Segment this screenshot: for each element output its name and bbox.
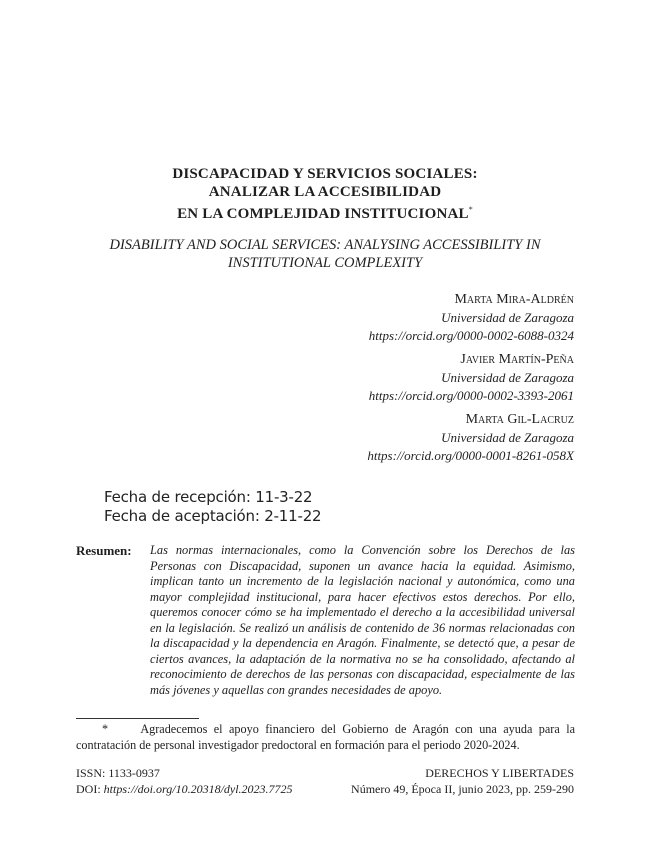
- subtitle-line-1: DISABILITY AND SOCIAL SERVICES: ANALYSING ACCESSIBILITY IN: [109, 237, 541, 253]
- author-orcid-link[interactable]: https://orcid.org/0000-0001-8261-058X: [367, 448, 574, 463]
- abstract-label: Resumen:: [76, 543, 132, 558]
- author-block-3: [367, 411, 574, 465]
- title-line-3: [0, 201, 650, 223]
- doi-label: DOI:: [76, 782, 104, 796]
- title-line-2: ANALIZAR LA ACCESIBILIDAD: [208, 184, 442, 200]
- footnote: [76, 722, 575, 753]
- footnote-mark: *: [102, 722, 109, 736]
- doi-line: [76, 781, 293, 797]
- author-block-1: [369, 291, 574, 345]
- author-name: Marta Mira-Aldrén: [454, 292, 574, 307]
- footnote-text: Agradecemos el apoyo financiero del Gobierno de Aragón con una ayuda para la contratación de personal investigador predoctoral en formación para el periodo 2020-2024.: [76, 722, 576, 752]
- accepted-date: Fecha de aceptación: 2-11-22: [104, 507, 322, 525]
- author-name: Javier Martín-Peña: [460, 352, 574, 367]
- footnote-divider: [76, 718, 199, 719]
- author-orcid-link[interactable]: https://orcid.org/0000-0002-3393-2061: [368, 388, 574, 403]
- author-affiliation: Universidad de Zaragoza: [441, 430, 574, 445]
- title-line-1: DISCAPACIDAD Y SERVICIOS SOCIALES:: [172, 166, 478, 182]
- abstract-text: Las normas internacionales, como la Convención sobre los Derechos de las Personas con Discapacidad, suponen un avance hacia la equidad. Asimismo, implican tanto un incremento de la legislación nacional y autonómica, como una mayor complejidad institucional, para hacer efectivos estos derechos. Por ello, queremos conocer cómo se ha implementado el derecho a la accesibilidad universal en la legislación. Se realizó un análisis de contenido de 36 normas relacionadas con la discapacidad y la dependencia en Aragón. Finalmente, se detectó que, a pesar de ciertos avances, la adaptación de la normativa no se ha consolidado, afectando al reconocimiento de derechos de las personas con discapacidad, especialmente de las más jóvenes y aquellas con grandes necesidades de apoyo.: [150, 543, 575, 697]
- journal-name: DERECHOS Y LIBERTADES: [425, 766, 574, 780]
- title-footnote-mark[interactable]: *: [468, 205, 473, 214]
- author-affiliation: Universidad de Zaragoza: [441, 310, 574, 325]
- subtitle-line-2: INSTITUTIONAL COMPLEXITY: [227, 255, 423, 271]
- issn: ISSN: 1133-0937: [76, 766, 160, 780]
- received-date: Fecha de recepción: 11-3-22: [104, 488, 313, 506]
- author-orcid-link[interactable]: https://orcid.org/0000-0002-6088-0324: [368, 328, 574, 343]
- author-name: Marta Gil-Lacruz: [465, 412, 574, 427]
- title-line-3-text: EN LA COMPLEJIDAD INSTITUCIONAL: [177, 206, 469, 222]
- author-affiliation: Universidad de Zaragoza: [441, 370, 574, 385]
- issue-info: Número 49, Época II, junio 2023, pp. 259-290: [351, 782, 574, 796]
- doi-link[interactable]: https://doi.org/10.20318/dyl.2023.7725: [103, 782, 293, 796]
- author-block-2: [369, 351, 574, 405]
